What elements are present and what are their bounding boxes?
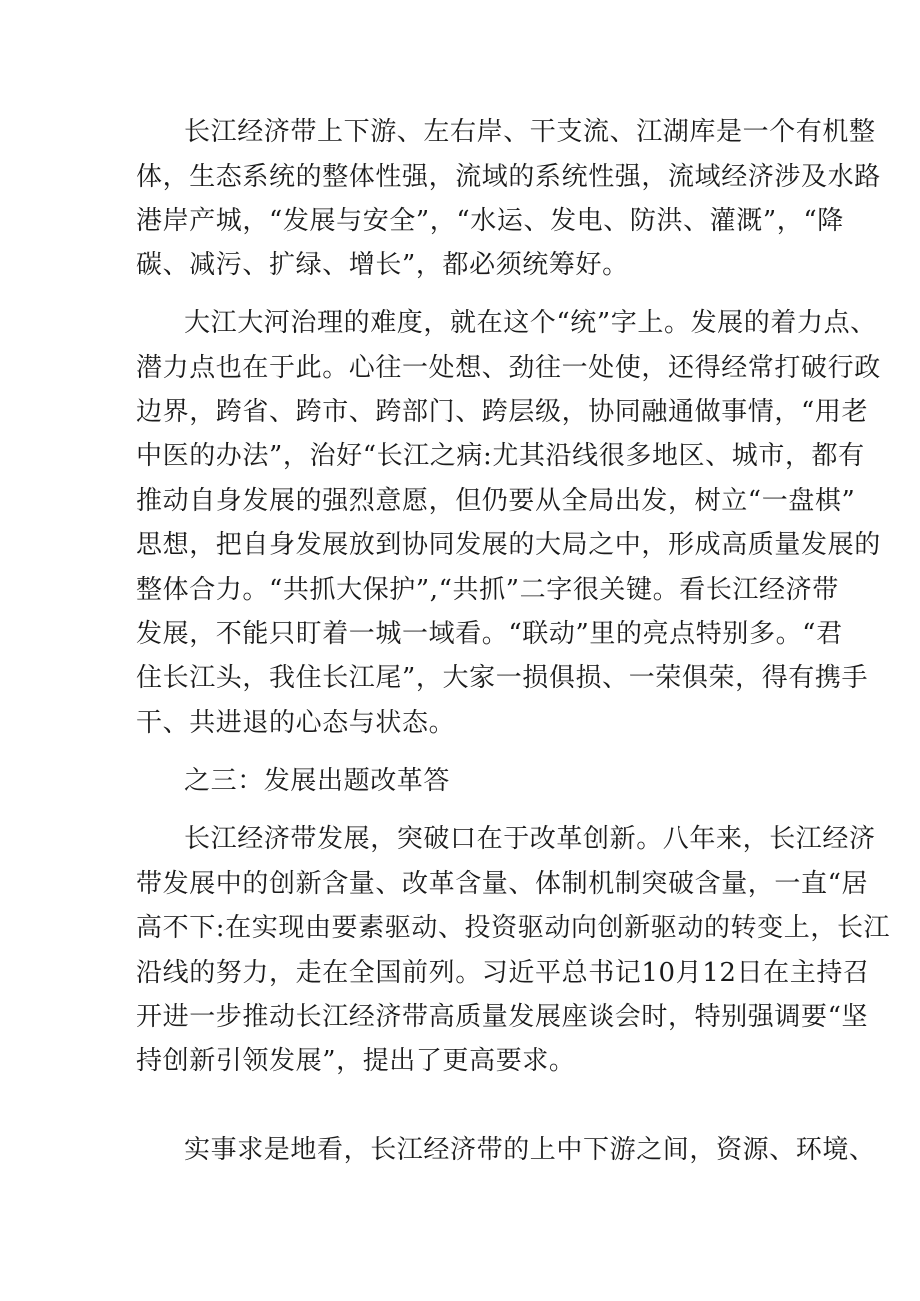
section-heading: 之三：发展出题改革答	[184, 766, 451, 796]
text-line: 整体合力。“共抓大保护”,“共抓”二字很关键。看长江经济带	[136, 575, 839, 605]
text-line: 推动自身发展的强烈意愿，但仍要从全局出发，树立“一盘棋”	[136, 486, 856, 516]
text-line: 潜力点也在于此。心往一处想、劲往一处使，还得经常打破行政	[136, 353, 881, 383]
text-line: 发展，不能只盯着一城一域看。“联动”里的亮点特别多。“君	[136, 619, 843, 649]
text-line: 高不下:在实现由要素驱动、投资驱动向创新驱动的转变上，长江	[136, 913, 891, 943]
text-line: 开进一步推动长江经济带高质量发展座谈会时，特别强调要“坚	[136, 1002, 869, 1032]
text-line: 碳、减污、扩绿、增长”，都必须统筹好。	[136, 250, 629, 280]
text-line: 住长江头，我住长江尾”，大家一损俱损、一荣俱荣，得有携手	[136, 663, 869, 693]
text-line: 长江经济带发展，突破口在于改革创新。八年来，长江经济	[184, 824, 876, 854]
text-line: 大江大河治理的难度，就在这个“统”字上。发展的着力点、	[184, 308, 877, 338]
text-line: 边界，跨省、跨市、跨部门、跨层级，协同融通做事情，“用老	[136, 397, 869, 427]
text-line: 带发展中的创新含量、改革含量、体制机制突破含量，一直“居	[136, 869, 869, 899]
text-line: 港岸产城，“发展与安全”，“水运、发电、防洪、灌溉”，“降	[136, 206, 844, 236]
text-line: 干、共进退的心态与状态。	[136, 708, 456, 738]
text-line: 持创新引领发展”，提出了更高要求。	[136, 1046, 576, 1076]
text-line: 实事求是地看，长江经济带的上中下游之间，资源、环境、	[184, 1135, 876, 1165]
text-line: 体，生态系统的整体性强，流域的系统性强，流域经济涉及水路	[136, 162, 881, 192]
text-line: 沿线的努力，走在全国前列。习近平总书记10月12日在主持召	[136, 958, 870, 988]
text-line: 思想，把自身发展放到协同发展的大局之中，形成高质量发展的	[136, 530, 881, 560]
text-line: 长江经济带上下游、左右岸、干支流、江湖库是一个有机整	[184, 117, 876, 147]
text-line: 中医的办法”，治好“长江之病:尤其沿线很多地区、城市，都有	[136, 441, 865, 471]
